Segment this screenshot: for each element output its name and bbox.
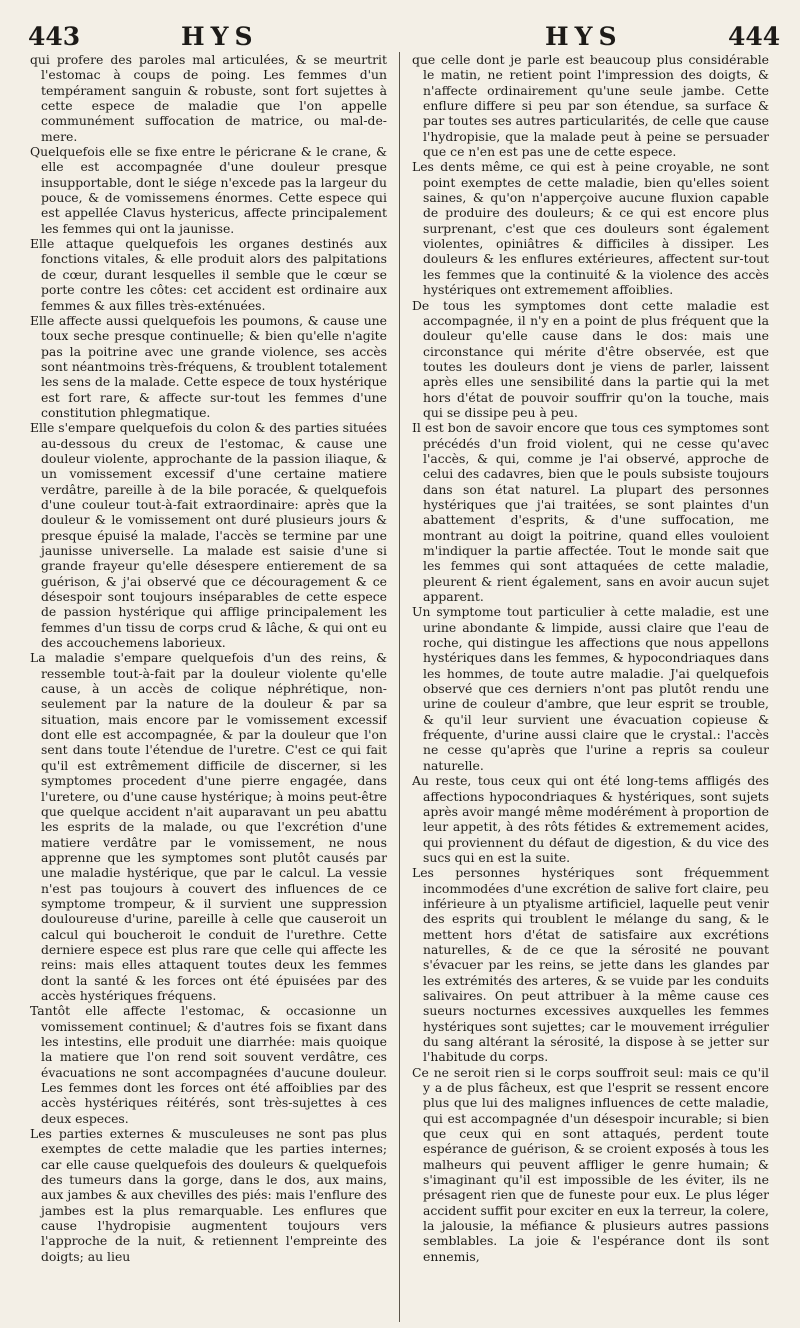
paragraph: Au reste, tous ceux qui ont été long-tems affligés des affections hypocondriaques & hystériques, sont sujets après avoir mangé même modérément à proportion de leur appetit, à des rôts fétides & extremement acides, qui proviennent du défaut de digestion, & du vice des sucs qui en est la suite. bbox=[412, 773, 769, 865]
paragraph: qui profere des paroles mal articulées, & se meurtrit l'estomac à coups de poing. Les femmes d'un tempérament sanguin & robuste, sont fort sujettes à cette espece de maladie que l'on appelle communément suffocation de matrice, ou mal-de-mere. bbox=[30, 52, 387, 144]
page-number-left: 443 bbox=[28, 22, 81, 51]
left-column bbox=[30, 52, 387, 1322]
paragraph: que celle dont je parle est beaucoup plus considérable le matin, ne retient point l'impression des doigts, & n'affecte ordinairement qu'une seule jambe. Cette enflure differe si peu par son étendue, sa surface & par toutes ses autres particularités, de celle que cause l'hydropisie, que la malade peut à peine se persuader que ce n'en est pas une de cette espece. bbox=[412, 52, 769, 160]
paragraph: De tous les symptomes dont cette maladie est accompagnée, il n'y en a point de plus fréquent que la douleur qu'elle cause dans le dos: mais une circonstance qui mérite d'être observée, est que toutes les douleurs dont je viens de parler, laissent après elles une sensibilité dans la partie qui la met hors d'état de pouvoir souffrir qu'on la touche, mais qui se dissipe peu à peu. bbox=[412, 297, 769, 420]
right-column bbox=[412, 52, 769, 1322]
paragraph: Elle affecte aussi quelquefois les poumons, & cause une toux seche presque continuelle; & bien qu'elle n'agite pas la poitrine avec une grande violence, ses accès sont néantmoins très-fréquens, & troublent totalement les sens de la malade. Cette espece de toux hystérique est fort rare, & affecte sur-tout les femmes d'une constitution phlegmatique. bbox=[30, 312, 387, 420]
paragraph: Quelquefois elle se fixe entre le péricrane & le crane, & elle est accompagnée d'une douleur presque insupportable, dont le siége n'excede pas la largeur du pouce, & de vomissemens énormes. Cette espece qui est appellée Clavus hystericus, affecte principalement les femmes qui ont la jaunisse. bbox=[30, 144, 387, 236]
running-head-left: HYS bbox=[181, 22, 259, 51]
paragraph: Elle s'empare quelquefois du colon & des parties situées au-dessous du creux de l'estomac, & cause une douleur violente, approchante de la passion iliaque, & un vomissement excessif d'une certaine matiere verdâtre, pareille à de la bile poracée, & quelquefois d'une couleur tout-à-fait extraordinaire: après que la douleur & le vomissement ont duré plusieurs jours & presque épuisé la malade, l'accès se termine par une jaunisse universelle. La malade est saisie d'une si grande frayeur qu'elle désespere entierement de sa guérison, & j'ai observé que ce découragement & ce désespoir sont toujours inséparables de cette espece de passion hystérique qui afflige principalement les femmes d'un tissu de corps crud & lâche, & qui ont eu des accouchemens laborieux. bbox=[30, 420, 387, 651]
paragraph: La maladie s'empare quelquefois d'un des reins, & ressemble tout-à-fait par la douleur violente qu'elle cause, à un accès de colique néphrétique, non-seulement par la nature de la douleur & par sa situation, mais encore par le vomissement excessif dont elle est accompagnée, & par la douleur que l'on sent dans toute l'étendue de l'uretre. C'est ce qui fait qu'il est extrêmement difficile de discerner, si les symptomes procedent d'une pierre engagée, dans l'uretere, ou d'une cause hystérique; à moins peut-être que quelque accident n'ait auparavant un peu abattu les esprits de la malade, ou que l'excrétion d'une matiere verdâtre par le vomissement, ne nous apprenne que les symptomes sont plutôt causés par une maladie hystérique, que par le calcul. La vessie n'est pas toujours à couvert des influences de ce symptome trompeur, & il survient une suppression douloureuse d'urine, pareille à celle que causeroit un calcul qui boucheroit le conduit de l'urethre. Cette derniere espece est plus rare que celle qui affecte les reins: mais elles attaquent toutes deux les femmes dont la santé & les forces ont été épuisées par des accès hystériques fréquens. bbox=[30, 650, 387, 1003]
paragraph: Un symptome tout particulier à cette maladie, est une urine abondante & limpide, aussi claire que l'eau de roche, qui distingue les affections que nous appellons hystériques dans les femmes, & hypocondriaques dans les hommes, de toute autre maladie. J'ai quelquefois observé que ces derniers n'ont pas plutôt rendu une urine de couleur d'ambre, que leur esprit se trouble, & qu'il leur survient une évacuation copieuse & fréquente, d'urine aussi claire que le crystal.: l'accès ne cesse qu'après que l'urine a repris sa couleur naturelle. bbox=[412, 604, 769, 773]
paragraph: Il est bon de savoir encore que tous ces symptomes sont précédés d'un froid violent, qui ne cesse qu'avec l'accès, & qui, comme je l'ai observé, approche de celui des cadavres, bien que le pouls subsiste toujours dans son état naturel. La plupart des personnes hystériques que j'ai traitées, se sont plaintes d'un abattement d'esprits, & d'une suffocation, me montrant au doigt la poitrine, quand elles vouloient m'indiquer la partie affectée. Tout le monde sait que les femmes qui sont attaquées de cette maladie, pleurent & rient également, sans en avoir aucun sujet apparent. bbox=[412, 420, 769, 605]
paragraph: Les parties externes & musculeuses ne sont pas plus exemptes de cette maladie que les parties internes; car elle cause quelquefois des douleurs & quelquefois des tumeurs dans la gorge, dans le dos, aux mains, aux jambes & aux chevilles des piés: mais l'enflure des jambes est la plus remarquable. Les enflures que cause l'hydropisie augmentent toujours vers l'approche de la nuit, & retiennent l'empreinte des doigts; au lieu bbox=[30, 1126, 387, 1264]
paragraph: Tantôt elle affecte l'estomac, & occasionne un vomissement continuel; & d'autres fois se fixant dans les intestins, elle produit une diarrhée: mais quoique la matiere que l'on rend soit souvent verdâtre, ces évacuations ne sont accompagnées d'aucune douleur. Les femmes dont les forces ont été affoiblies par des accès hystériques réitérés, sont très-sujettes à ces deux especes. bbox=[30, 1003, 387, 1126]
paragraph: Elle attaque quelquefois les organes destinés aux fonctions vitales, & elle produit alors des palpitations de cœur, durant lesquelles il semble que le cœur se porte contre les côtes: cet accident est ordinaire aux femmes & aux filles très-exténuées. bbox=[30, 236, 387, 313]
column-divider bbox=[399, 52, 400, 1322]
paragraph: Ce ne seroit rien si le corps souffroit seul: mais ce qu'il y a de plus fâcheux, est que l'esprit se ressent encore plus que lui des malignes influences de cette maladie, qui est accompagnée d'un désespoir incurable; si bien que ceux qui en sont attaqués, perdent toute espérance de guérison, & se croient exposés à tous les malheurs qui peuvent affliger le genre humain; & s'imaginant qu'il est impossible de les éviter, ils ne présagent rien que de funeste pour eux. Le plus léger accident suffit pour exciter en eux la terreur, la colere, la jalousie, la méfiance & plusieurs autres passions semblables. La joie & l'espérance dont ils sont ennemis, bbox=[412, 1064, 769, 1264]
paragraph: Les personnes hystériques sont fréquemment incommodées d'une excrétion de salive fort claire, peu inférieure à un ptyalisme artificiel, laquelle peut venir des esprits qui troublent le mélange du sang, & le mettent hors d'état de satisfaire aux excrétions naturelles, & de ce que la sérosité ne pouvant s'évacuer par les reins, se jette dans les glandes par les extrémités des arteres, & se vuide par les conduits salivaires. On peut attribuer à la même cause ces sueurs nocturnes excessives auxquelles les femmes hystériques sont sujettes; car le mouvement irrégulier du sang altérant la sérosité, la dispose à se jetter sur l'habitude du corps. bbox=[412, 865, 769, 1065]
page-number-right: 444 bbox=[728, 22, 781, 51]
paragraph: Les dents même, ce qui est à peine croyable, ne sont point exemptes de cette maladie, bien qu'elles soient saines, & qu'on n'apperçoive aucune fluxion capable de produire des douleurs; & ce qui est encore plus surprenant, c'est que ces douleurs sont également violentes, opiniâtres & difficiles à dissiper. Les douleurs & les enflures extérieures, affectent sur-tout les femmes que la continuité & la violence des accès hystériques ont extremement affoiblies. bbox=[412, 159, 769, 298]
running-head-right: HYS bbox=[545, 22, 623, 51]
